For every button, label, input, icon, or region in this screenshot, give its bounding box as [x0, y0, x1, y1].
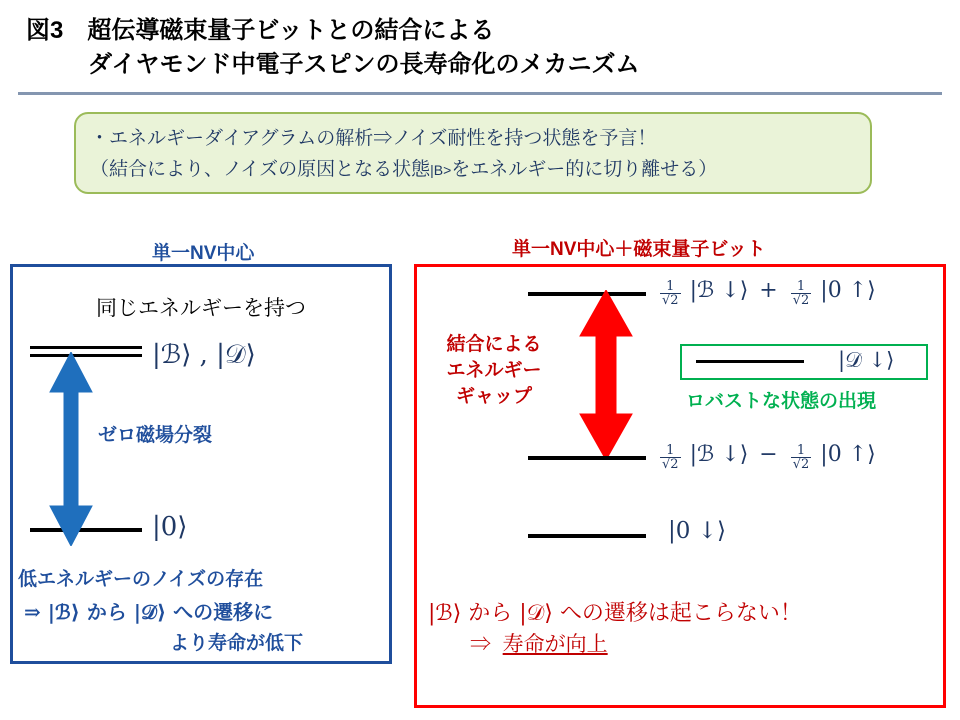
energy-gap-label-line-3: ギャップ [455, 386, 532, 407]
left-panel-header: 単一NV中心 [152, 243, 255, 264]
energy-gap-label-line-1: 結合による [446, 334, 542, 355]
fraction-top-right: $\frac{1}{√2}$ [792, 278, 810, 309]
ket-top-right: |0 ↑⟩ [820, 278, 876, 303]
right-footnote-2-text: 寿命が向上 [502, 633, 608, 656]
callout-line-2 [90, 154, 860, 186]
ket-top-left: |ℬ ↓⟩ [689, 278, 749, 303]
energy-gap-arrow [578, 290, 634, 460]
ket-middle-left: |ℬ ↓⟩ [689, 442, 749, 467]
callout-ket-b: |B> [430, 162, 452, 178]
level-line-robust [696, 360, 804, 363]
left-footnote-3: より寿命が低下 [170, 633, 304, 654]
title-line-2: ダイヤモンド中電子スピンの長寿命化のメカニズム [88, 51, 640, 78]
left-splitting-label: ゼロ磁場分裂 [98, 425, 213, 446]
callout-box [74, 112, 872, 194]
energy-gap-label-line-2: エネルギー [446, 360, 542, 381]
operator-top: + [759, 278, 778, 303]
left-panel-caption: 同じエネルギーを持つ [96, 297, 306, 320]
robust-state-note: ロバストな状態の出現 [686, 391, 877, 412]
right-footnote-2-arrow: ⇒ [470, 633, 491, 656]
left-footnote-2: ⇒ |ℬ⟩ から |𝒟⟩ への遷移に [24, 600, 274, 624]
fraction-top-left: $\frac{1}{√2}$ [662, 278, 679, 309]
level-line-lower-superposition [528, 456, 646, 460]
fraction-middle-right: $\frac{1}{√2}$ [792, 442, 810, 473]
right-middle-state-label [658, 442, 876, 472]
title-line-1: 図3 超伝導磁束量子ビットとの結合による [26, 17, 495, 44]
right-panel-header: 単一NV中心＋磁束量子ビット [512, 239, 766, 260]
left-lower-state-label: |0⟩ [152, 512, 188, 542]
operator-middle: − [759, 442, 778, 467]
ket-middle-right: |0 ↑⟩ [820, 442, 876, 467]
callout-line-2-a: （結合により、ノイズの原因となる状態 [90, 159, 431, 180]
right-footnote-2 [470, 628, 608, 658]
level-line-degenerate-upper [30, 346, 142, 349]
right-footnote-1: |ℬ⟩ から |𝒟⟩ への遷移は起こらない！ [428, 601, 802, 626]
left-footnote-1: 低エネルギーのノイズの存在 [18, 569, 264, 590]
zero-field-splitting-arrow [48, 352, 94, 546]
callout-line-2-c: をエネルギー的に切り離せる） [451, 159, 718, 180]
page-title [26, 14, 926, 82]
fraction-middle-left: $\frac{1}{√2}$ [662, 442, 679, 473]
energy-gap-label [424, 332, 564, 410]
right-bottom-state-label: |0 ↓⟩ [668, 518, 726, 544]
robust-state-label: |𝒟 ↓⟩ [838, 348, 895, 372]
level-line-right-ground [528, 534, 646, 538]
title-divider [18, 92, 942, 95]
left-upper-state-label: |ℬ⟩ , |𝒟⟩ [152, 340, 256, 370]
right-top-state-label [658, 278, 876, 308]
callout-line-1: ・エネルギーダイアグラムの解析⇒ノイズ耐性を持つ状態を予言！ [90, 128, 657, 149]
